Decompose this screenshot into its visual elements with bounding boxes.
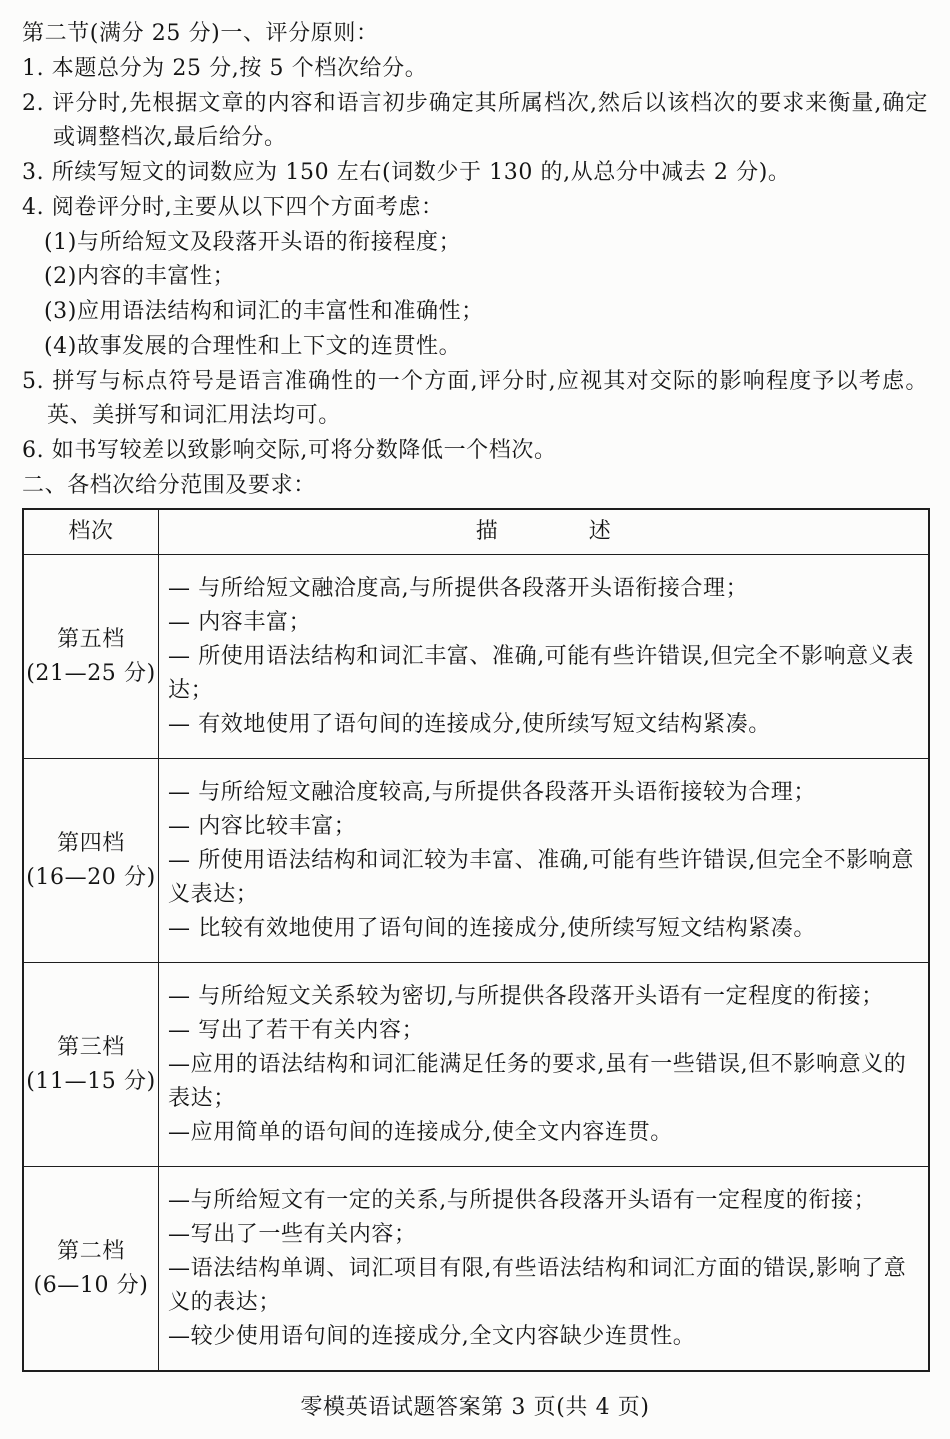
table-header-description: 描 述: [475, 519, 612, 544]
rule-2-line-1: 2. 评分时,先根据文章的内容和语言初步确定其所属档次,然后以该档次的要求来衡量,确定: [22, 90, 928, 116]
grade-cell: [24, 963, 159, 1166]
criterion-line: — 写出了若干有关内容；: [168, 1017, 425, 1043]
grade-label: 第四档: [57, 830, 125, 856]
table-row: [24, 1166, 928, 1370]
description-cell: [159, 1167, 928, 1370]
criterion-line-continued: 表达；: [168, 1085, 236, 1111]
description-cell: [159, 963, 928, 1166]
criterion-line: — 内容丰富；: [168, 609, 312, 635]
criterion-line: — 所使用语法结构和词汇丰富、准确,可能有些许错误,但完全不影响意义表: [168, 643, 914, 669]
criterion-line: — 比较有效地使用了语句间的连接成分,使所续写短文结构紧凑。: [168, 915, 816, 941]
criterion-line: — 与所给短文关系较为密切,与所提供各段落开头语有一定程度的衔接；: [168, 983, 884, 1009]
rule-2-line-2: 或调整档次,最后给分。: [53, 125, 287, 151]
criterion-line: —写出了一些有关内容；: [168, 1221, 417, 1247]
rule-5-line-1: 5. 拼写与标点符号是语言准确性的一个方面,评分时,应视其对交际的影响程度予以考虑。: [22, 368, 928, 394]
criterion-line-continued: 达；: [168, 677, 214, 703]
criterion-line: —应用简单的语句间的连接成分,使全文内容连贯。: [168, 1119, 673, 1145]
grade-section-heading: 二、各档次给分范围及要求：: [22, 472, 316, 498]
rule-4-point-1: (1)与所给短文及段落开头语的衔接程度；: [44, 229, 462, 255]
rule-4: 4. 阅卷评分时,主要从以下四个方面考虑：: [22, 194, 444, 220]
scoring-principles: [22, 17, 932, 504]
criterion-line: — 内容比较丰富；: [168, 813, 357, 839]
rule-4-point-3: (3)应用语法结构和词汇的丰富性和准确性；: [44, 299, 484, 324]
rule-1: 1. 本题总分为 25 分,按 5 个档次给分。: [22, 55, 428, 81]
grade-range: (11—15 分): [26, 1068, 156, 1094]
criterion-line: —较少使用语句间的连接成分,全文内容缺少连贯性。: [168, 1323, 696, 1349]
grade-range: (6—10 分): [33, 1272, 149, 1298]
grade-label: 第五档: [57, 626, 125, 652]
criterion-line-continued: 义表达；: [168, 881, 259, 907]
rule-6: 6. 如书写较差以致影响交际,可将分数降低一个档次。: [22, 438, 557, 463]
criterion-line: —与所给短文有一定的关系,与所提供各段落开头语有一定程度的衔接；: [168, 1187, 877, 1213]
grade-range: (21—25 分): [26, 660, 156, 686]
criterion-line: — 与所给短文融洽度高,与所提供各段落开头语衔接合理；: [168, 575, 749, 601]
grade-range: (16—20 分): [26, 864, 156, 890]
table-row: [24, 554, 928, 758]
description-cell: [159, 555, 928, 758]
rule-4-point-2: (2)内容的丰富性；: [44, 264, 236, 290]
table-header-grade: 档次: [68, 519, 114, 544]
criterion-line: — 与所给短文融洽度较高,与所提供各段落开头语衔接较为合理；: [168, 779, 816, 805]
criterion-line: —语法结构单调、词汇项目有限,有些语法结构和词汇方面的错误,影响了意: [168, 1255, 907, 1281]
rule-5-line-2: 英、美拼写和词汇用法均可。: [47, 403, 341, 429]
grade-cell: [24, 759, 159, 962]
rule-3: 3. 所续写短文的词数应为 150 左右(词数少于 130 的,从总分中减去 2 分)。: [22, 160, 791, 185]
grade-label: 第三档: [57, 1034, 125, 1060]
table-header-description-cell: [159, 510, 928, 554]
criterion-line: — 所使用语法结构和词汇较为丰富、准确,可能有些许错误,但完全不影响意: [168, 847, 914, 873]
grade-cell: [24, 1167, 159, 1370]
section-heading: 第二节(满分 25 分)一、评分原则：: [22, 21, 379, 46]
table-header-row: [24, 510, 928, 554]
table-row: [24, 962, 928, 1166]
grade-cell: [24, 555, 159, 758]
criterion-line-continued: 义的表达；: [168, 1289, 282, 1315]
grade-label: 第二档: [57, 1238, 125, 1264]
table-header-grade-cell: [24, 510, 159, 554]
page-footer: 零模英语试题答案第 3 页(共 4 页): [300, 1395, 650, 1420]
criterion-line: — 有效地使用了语句间的连接成分,使所续写短文结构紧凑。: [168, 711, 771, 737]
criterion-line: —应用的语法结构和词汇能满足任务的要求,虽有一些错误,但不影响意义的: [168, 1051, 907, 1077]
rule-4-point-4: (4)故事发展的合理性和上下文的连贯性。: [44, 333, 462, 359]
table-row: [24, 758, 928, 962]
grade-table: [22, 508, 930, 1372]
description-cell: [159, 759, 928, 962]
